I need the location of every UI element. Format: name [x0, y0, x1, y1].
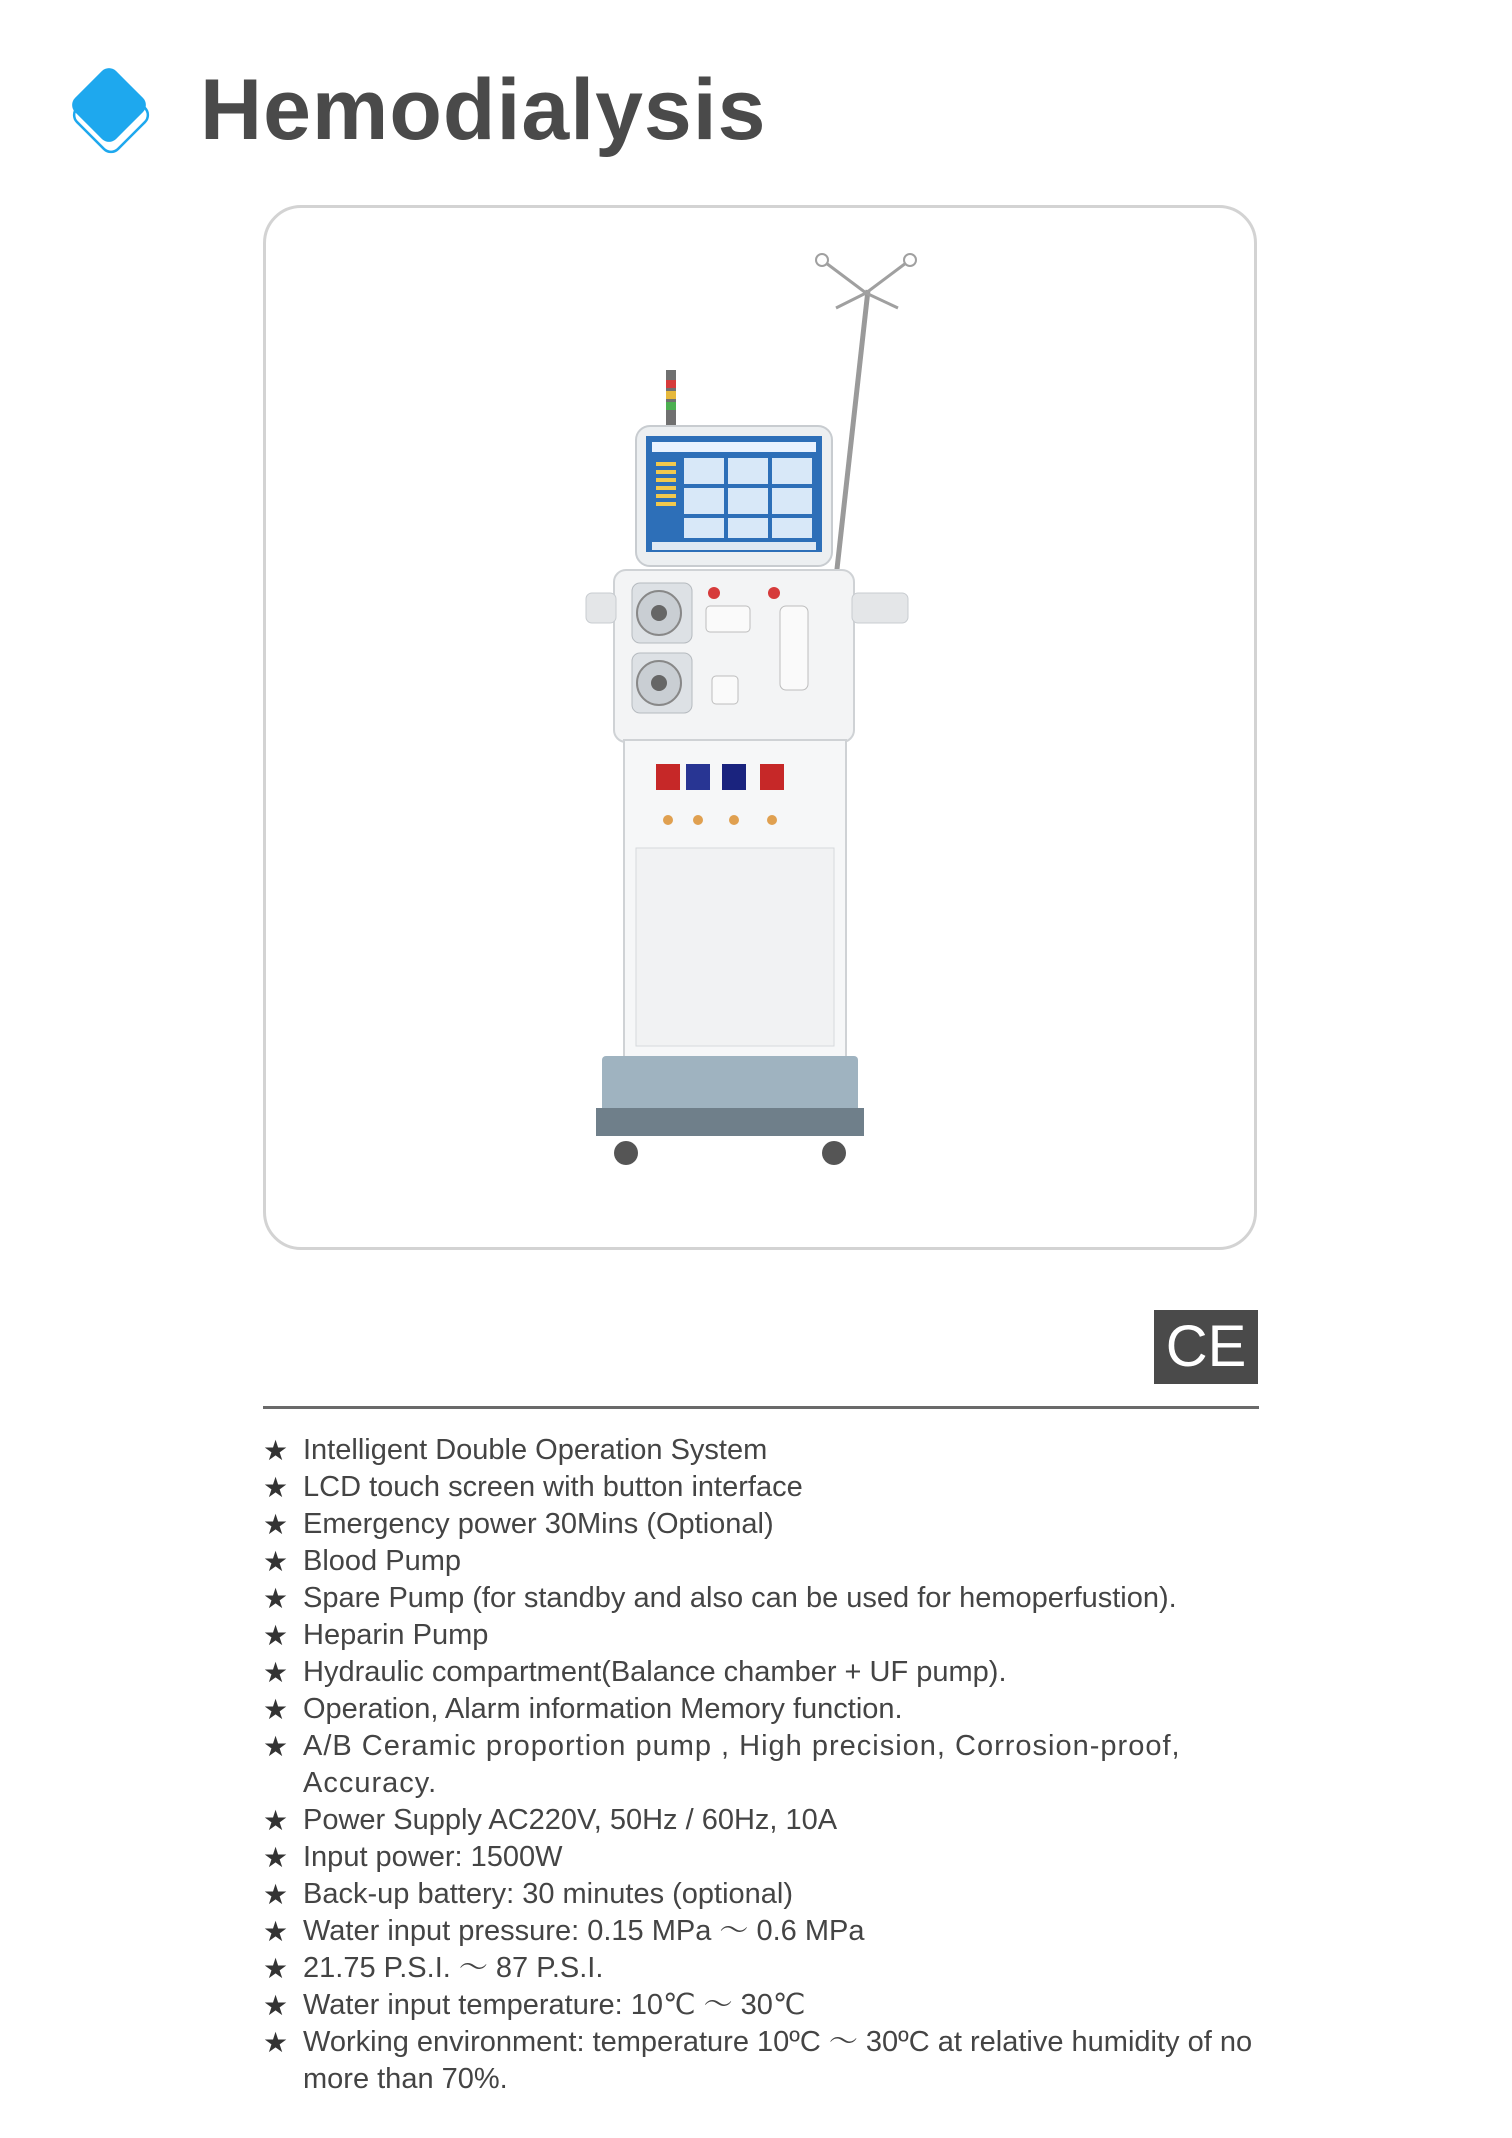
list-item: ★ Power Supply AC220V, 50Hz / 60Hz, 10A	[263, 1804, 838, 1837]
star-icon: ★	[263, 1619, 289, 1652]
svg-text:CE: CE	[1165, 1314, 1247, 1379]
list-item: ★ Spare Pump (for standby and also can be used for hemoperfustion).	[263, 1582, 1177, 1615]
list-item: ★ 21.75 P.S.I. ～ 87 P.S.I.	[263, 1952, 604, 1985]
blue-diamond-icon	[60, 60, 160, 160]
hemodialysis-machine-image	[266, 208, 1260, 1253]
star-icon: ★	[263, 1508, 289, 1541]
feature-list	[263, 1432, 1273, 2098]
list-item: ★ Emergency power 30Mins (Optional)	[263, 1508, 774, 1541]
list-item: ★ Heparin Pump	[263, 1619, 489, 1652]
product-photo-frame	[263, 205, 1257, 1250]
star-icon: ★	[263, 1804, 289, 1837]
star-icon: ★	[263, 1915, 289, 1948]
star-icon: ★	[263, 1471, 289, 1504]
section-divider	[263, 1406, 1259, 1409]
list-item: ★ Operation, Alarm information Memory function.	[263, 1693, 903, 1726]
star-icon: ★	[263, 1656, 289, 1689]
list-item: ★ A/B Ceramic proportion pump , High precision, Corrosion-proof, Accuracy.	[263, 1730, 1181, 1799]
ce-certification-mark	[1154, 1310, 1258, 1384]
list-item: ★ Blood Pump	[263, 1545, 461, 1578]
star-icon: ★	[263, 1545, 289, 1578]
star-icon: ★	[263, 1693, 289, 1726]
list-item: ★ Water input pressure: 0.15 MPa ～ 0.6 MPa	[263, 1915, 865, 1948]
list-item: ★ Water input temperature: 10℃ ～ 30℃	[263, 1989, 806, 2022]
page-header	[60, 50, 766, 170]
star-icon: ★	[263, 1989, 289, 2022]
list-item: ★ Back-up battery: 30 minutes (optional)	[263, 1878, 794, 1911]
list-item: ★ Working environment: temperature 10ºC ～ 30ºC at relative humidity of no more than 70%.	[263, 2026, 1253, 2095]
star-icon: ★	[263, 1730, 289, 1763]
star-icon: ★	[263, 1582, 289, 1615]
star-icon: ★	[263, 1878, 289, 1911]
list-item: ★ LCD touch screen with button interface	[263, 1471, 803, 1504]
list-item: ★ Hydraulic compartment(Balance chamber + UF pump).	[263, 1656, 1007, 1689]
star-icon: ★	[263, 1434, 289, 1467]
list-item: ★ Intelligent Double Operation System	[263, 1434, 768, 1467]
page-title: Hemodialysis	[200, 61, 767, 158]
list-item: ★ Input power: 1500W	[263, 1841, 563, 1874]
star-icon: ★	[263, 1841, 289, 1874]
star-icon: ★	[263, 2026, 289, 2059]
star-icon: ★	[263, 1952, 289, 1985]
